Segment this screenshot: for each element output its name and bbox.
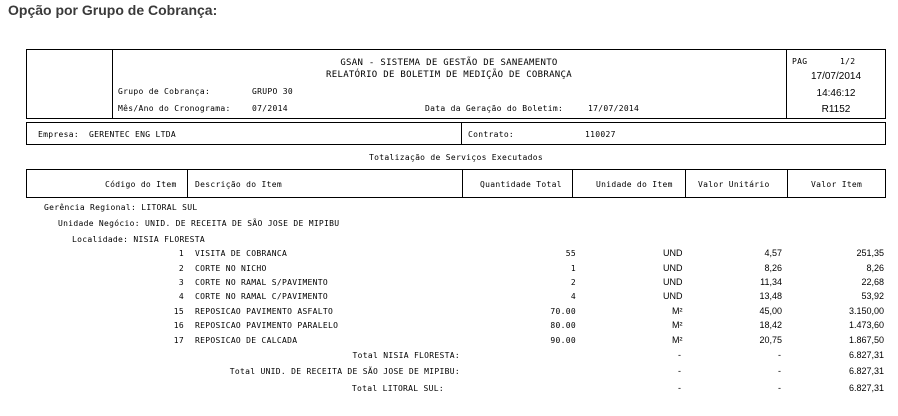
item-unit-price: 11,34 bbox=[760, 277, 782, 287]
item-code: 15 bbox=[173, 307, 184, 316]
system-title: GSAN - SISTEMA DE GESTÃO DE SANEAMENTO bbox=[340, 58, 558, 68]
col-divider-5 bbox=[787, 169, 788, 198]
section-title: Totalização de Serviços Executados bbox=[369, 153, 543, 162]
item-code: 4 bbox=[178, 292, 184, 301]
total-label: Total NISIA FLORESTA: bbox=[352, 351, 460, 360]
item-total: 22,68 bbox=[861, 277, 884, 287]
total-unit-price: - bbox=[778, 383, 781, 393]
item-description: REPOSICAO DE CALCADA bbox=[195, 336, 298, 345]
item-unit: UND bbox=[663, 263, 683, 273]
report-title: RELATÓRIO DE BOLETIM DE MEDIÇÃO DE COBRANÇA bbox=[326, 70, 572, 80]
item-quantity: 4 bbox=[570, 292, 576, 301]
empresa-label: Empresa: bbox=[38, 130, 79, 139]
item-unit-price: 13,48 bbox=[759, 291, 782, 301]
total-value: 6.827,31 bbox=[848, 350, 884, 360]
total-unit-price: - bbox=[778, 366, 781, 376]
item-code: 17 bbox=[173, 336, 184, 345]
item-description: CORTE NO RAMAL C/PAVIMENTO bbox=[195, 292, 329, 301]
item-total: 3.150,00 bbox=[848, 306, 884, 316]
gerencia-regional: Gerência Regional: LITORAL SUL bbox=[44, 203, 198, 212]
grupo-label: Grupo de Cobrança: bbox=[118, 87, 211, 96]
total-value: 6.827,31 bbox=[848, 383, 884, 393]
item-total: 1.867,50 bbox=[848, 335, 884, 345]
col-divider-2 bbox=[462, 169, 463, 198]
contrato-label: Contrato: bbox=[468, 130, 515, 139]
total-unit: - bbox=[678, 350, 681, 360]
col-header-unidade: Unidade do Item bbox=[596, 180, 673, 189]
page-label: PAG bbox=[792, 57, 808, 66]
data-geracao-label: Data da Geração do Boletim: bbox=[425, 104, 564, 113]
item-description: VISITA DE COBRANCA bbox=[195, 249, 288, 258]
item-description: CORTE NO RAMAL S/PAVIMENTO bbox=[195, 278, 329, 287]
grupo-value: GRUPO 30 bbox=[252, 87, 293, 96]
data-geracao-value: 17/07/2014 bbox=[588, 104, 640, 113]
report-code: R1152 bbox=[821, 104, 851, 115]
item-unit: UND bbox=[663, 277, 683, 287]
item-unit-price: 20,75 bbox=[759, 335, 782, 345]
total-label: Total UNID. DE RECEITA DE SÃO JOSE DE MIPIBU: bbox=[229, 367, 460, 376]
item-unit: M² bbox=[672, 320, 683, 330]
page-heading: Opção por Grupo de Cobrança: bbox=[8, 2, 218, 18]
item-unit-price: 45,00 bbox=[759, 306, 782, 316]
localidade: Localidade: NISIA FLORESTA bbox=[72, 235, 206, 244]
item-code: 1 bbox=[178, 249, 184, 258]
item-code: 2 bbox=[178, 264, 184, 273]
page-value: 1/2 bbox=[840, 57, 856, 66]
item-quantity: 80.00 bbox=[550, 321, 576, 330]
item-description: REPOSICAO PAVIMENTO ASFALTO bbox=[195, 307, 334, 316]
item-quantity: 2 bbox=[570, 278, 576, 287]
col-divider-3 bbox=[572, 169, 573, 198]
col-divider-4 bbox=[685, 169, 686, 198]
report-date: 17/07/2014 bbox=[810, 71, 862, 82]
contrato-value: 110027 bbox=[585, 130, 616, 139]
col-divider-1 bbox=[187, 169, 188, 198]
item-total: 251,35 bbox=[856, 248, 884, 258]
item-unit-price: 4,57 bbox=[764, 248, 782, 258]
item-unit: M² bbox=[672, 306, 683, 316]
item-code: 3 bbox=[178, 278, 184, 287]
item-unit-price: 18,42 bbox=[759, 320, 782, 330]
empresa-value: GERENTEC ENG LTDA bbox=[89, 130, 176, 139]
total-unit: - bbox=[678, 383, 681, 393]
col-header-valor-unitario: Valor Unitário bbox=[698, 180, 770, 189]
col-header-descricao: Descrição do Item bbox=[195, 180, 282, 189]
mes-label: Mês/Ano do Cronograma: bbox=[118, 104, 231, 113]
item-unit: UND bbox=[663, 248, 683, 258]
total-label: Total LITORAL SUL: bbox=[351, 384, 444, 393]
company-divider bbox=[461, 122, 462, 145]
item-quantity: 90.00 bbox=[550, 336, 576, 345]
unidade-negocio: Unidade Negócio: UNID. DE RECEITA DE SÃO JOSE DE MIPIBU bbox=[58, 219, 340, 228]
item-unit: UND bbox=[663, 291, 683, 301]
col-header-quantidade: Quantidade Total bbox=[480, 180, 562, 189]
total-unit-price: - bbox=[778, 350, 781, 360]
item-code: 16 bbox=[173, 321, 184, 330]
item-description: REPOSICAO PAVIMENTO PARALELO bbox=[195, 321, 339, 330]
item-total: 53,92 bbox=[861, 291, 884, 301]
item-unit: M² bbox=[672, 335, 683, 345]
report-time: 14:46:12 bbox=[816, 88, 856, 99]
mes-value: 07/2014 bbox=[252, 104, 288, 113]
item-total: 8,26 bbox=[866, 263, 884, 273]
item-quantity: 55 bbox=[565, 249, 576, 258]
col-header-valor-item: Valor Item bbox=[811, 180, 863, 189]
item-description: CORTE NO NICHO bbox=[195, 264, 267, 273]
item-quantity: 70.00 bbox=[550, 307, 576, 316]
item-quantity: 1 bbox=[570, 264, 576, 273]
item-unit-price: 8,26 bbox=[764, 263, 782, 273]
total-unit: - bbox=[678, 366, 681, 376]
item-total: 1.473,60 bbox=[848, 320, 884, 330]
total-value: 6.827,31 bbox=[848, 366, 884, 376]
col-header-codigo: Código do Item bbox=[105, 180, 177, 189]
